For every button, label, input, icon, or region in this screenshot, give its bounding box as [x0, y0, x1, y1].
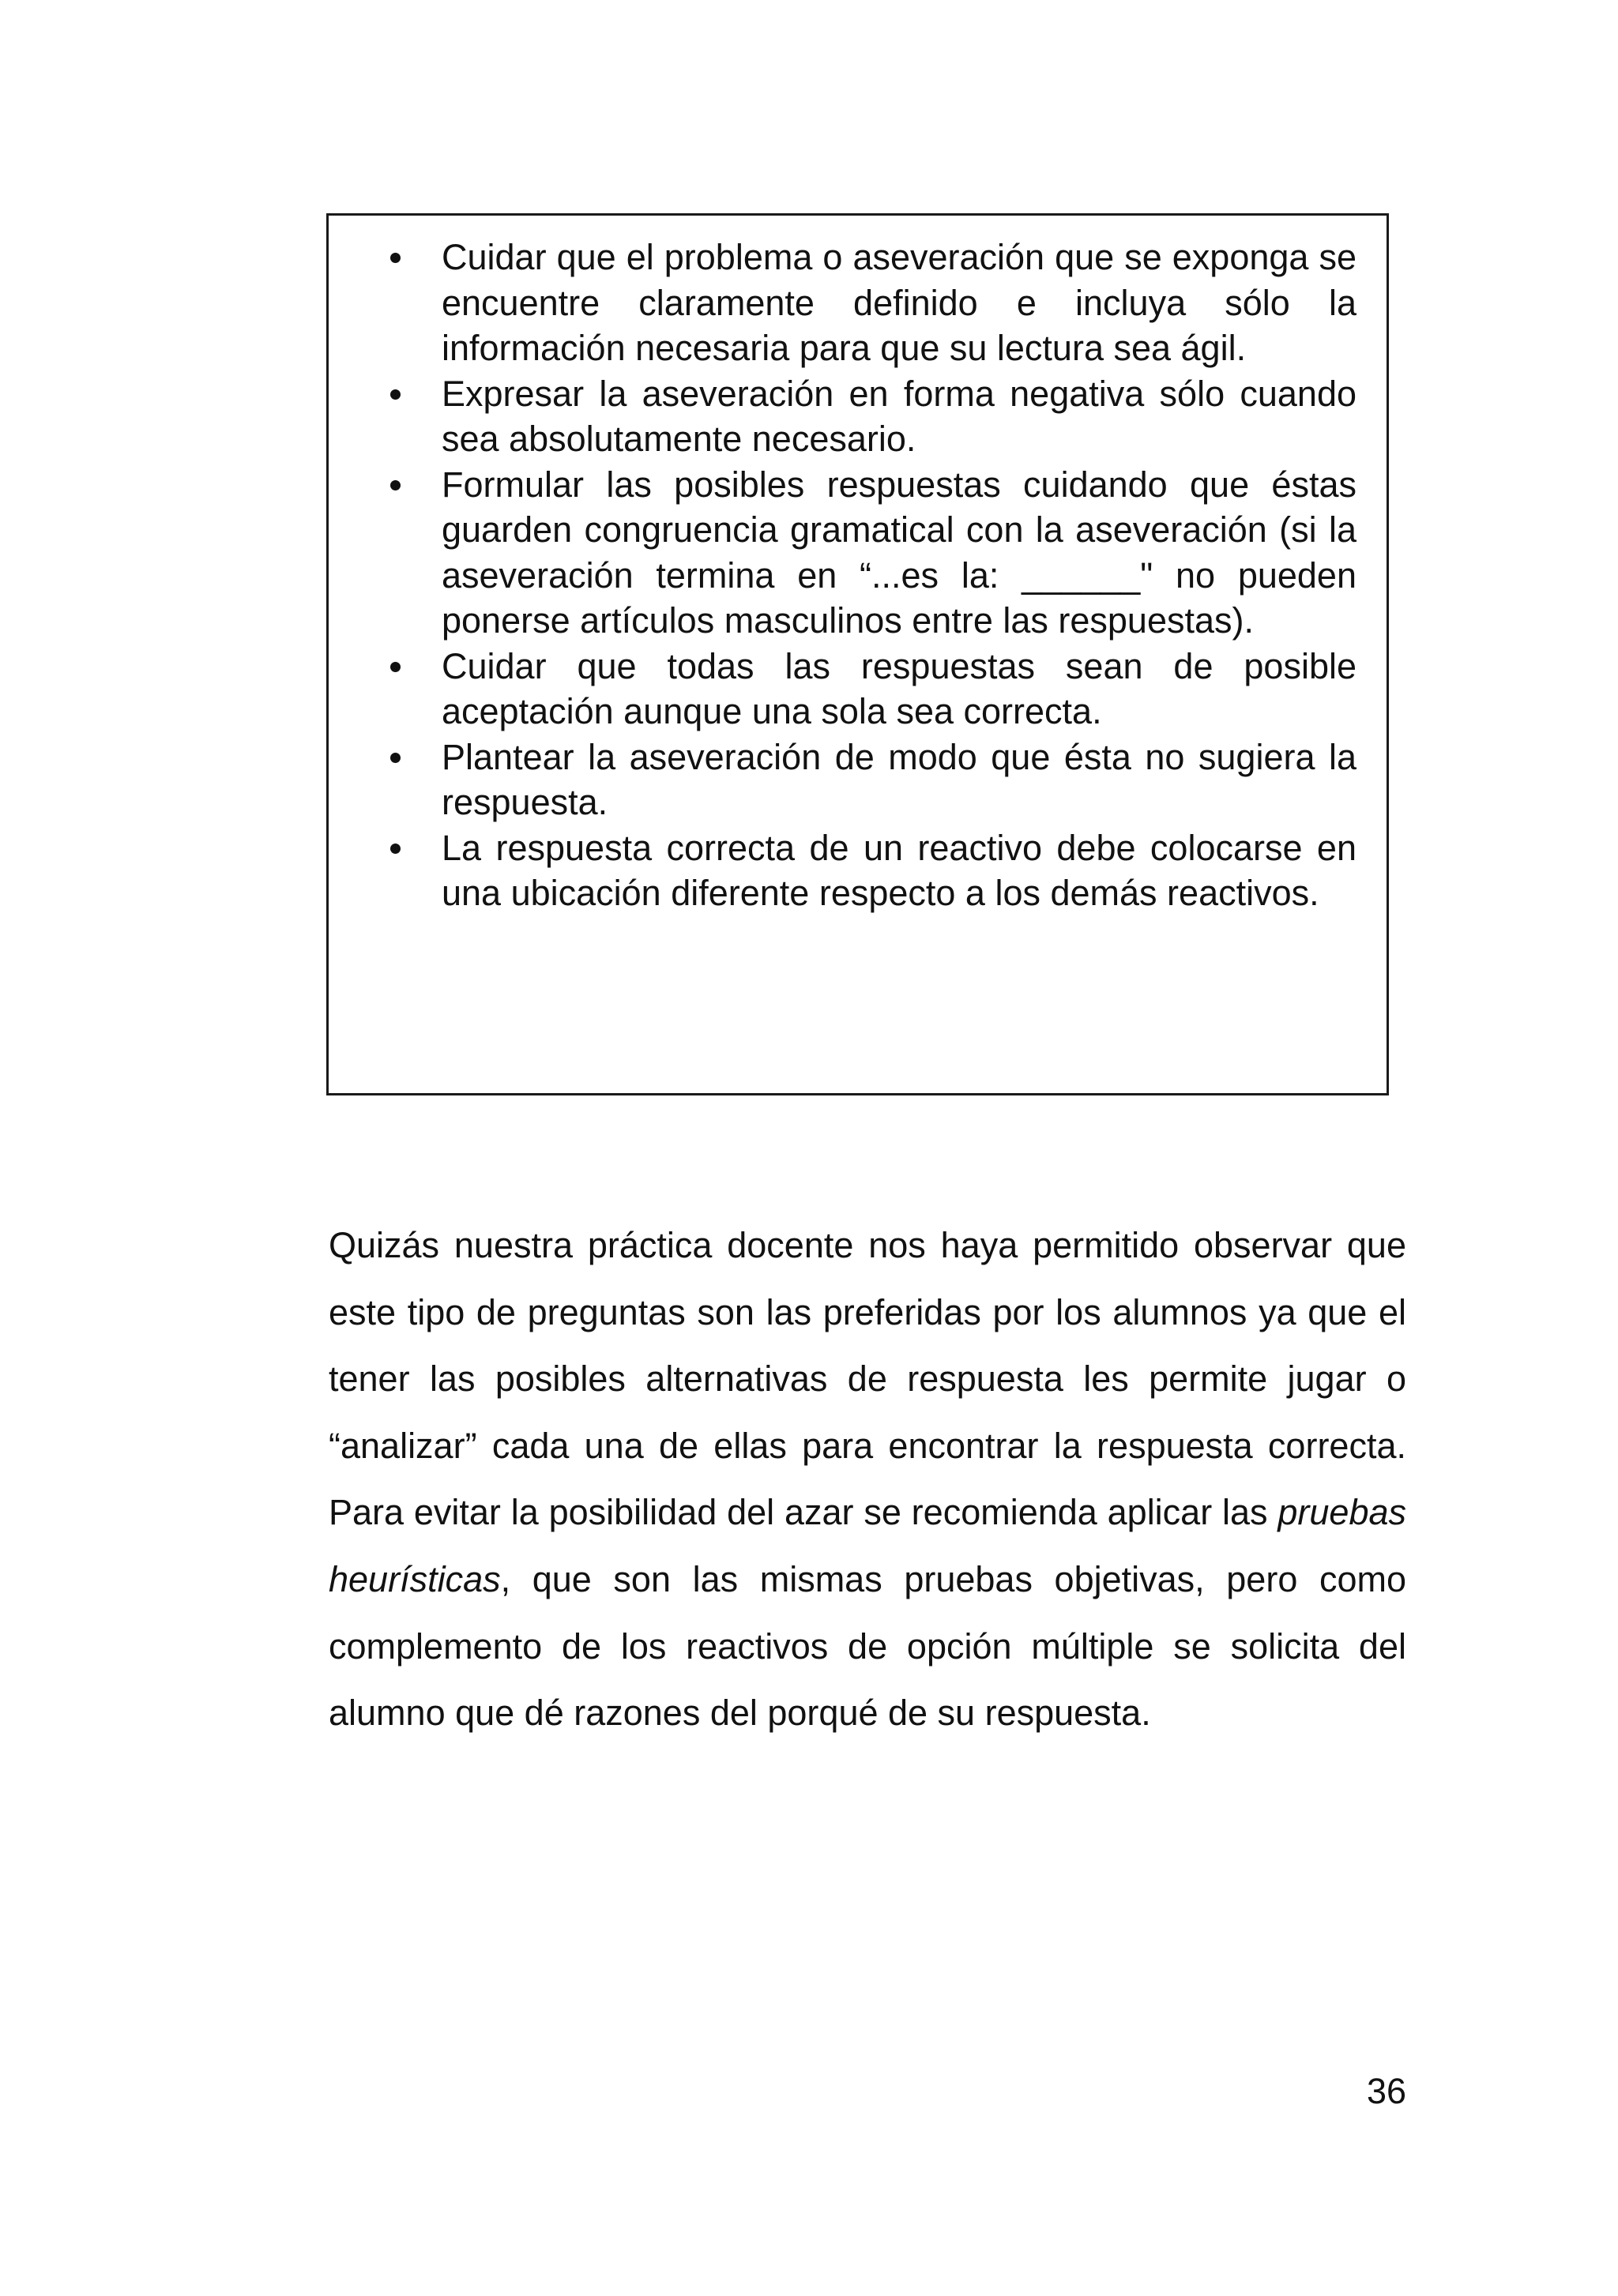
list-item	[329, 462, 1356, 644]
body-paragraph	[329, 1212, 1406, 1747]
list-item	[329, 371, 1356, 462]
list-item	[329, 235, 1356, 371]
bullet-icon	[390, 253, 401, 263]
list-item-text: Cuidar que el problema o aseveración que se exponga se encuentre claramente definido e incluya sólo la información necesaria para que su lectura sea ágil.	[442, 237, 1356, 368]
recommendations-box	[326, 213, 1389, 1095]
paragraph-text-end: , que son las mismas pruebas objetivas, pero como complemento de los reactivos de opción múltiple se solicita del alumno que dé razones del porqué de su respuesta.	[329, 1558, 1406, 1734]
list-item-text: La respuesta correcta de un reactivo debe colocarse en una ubicación diferente respecto a los demás reactivos.	[442, 827, 1356, 913]
list-item-text: Expresar la aseveración en forma negativa sólo cuando sea absolutamente necesario.	[442, 373, 1356, 459]
list-item	[329, 644, 1356, 735]
list-item-text: Cuidar que todas las respuestas sean de posible aceptación aunque una sola sea correcta.	[442, 645, 1356, 731]
bullet-icon	[390, 662, 401, 672]
list-item-text: Formular las posibles respuestas cuidando que éstas guarden congruencia gramatical con la aseveración (si la aseveración termina en “...es la: ______" no pueden ponerse artículos masculinos entre las respuestas).	[442, 464, 1356, 641]
paragraph-text-start: Quizás nuestra práctica docente nos haya permitido observar que este tipo de preguntas son las preferidas por los alumnos ya que el tener las posibles alternativas de respuesta les permite jugar o “analizar” cada una de ellas para encontrar la respuesta correcta. Para evitar la posibilidad del azar se recomienda aplicar las	[329, 1225, 1406, 1533]
list-item	[329, 825, 1356, 916]
list-item	[329, 735, 1356, 825]
page-number: 36	[1366, 2071, 1406, 2111]
bullet-icon	[390, 753, 401, 763]
bullet-icon	[390, 480, 401, 490]
list-item-text: Plantear la aseveración de modo que ésta no sugiera la respuesta.	[442, 736, 1356, 822]
bullet-icon	[390, 844, 401, 854]
recommendations-list	[329, 235, 1356, 916]
paragraph-emphasis: pruebas heurísticas	[329, 1492, 1406, 1599]
bullet-icon	[390, 389, 401, 400]
